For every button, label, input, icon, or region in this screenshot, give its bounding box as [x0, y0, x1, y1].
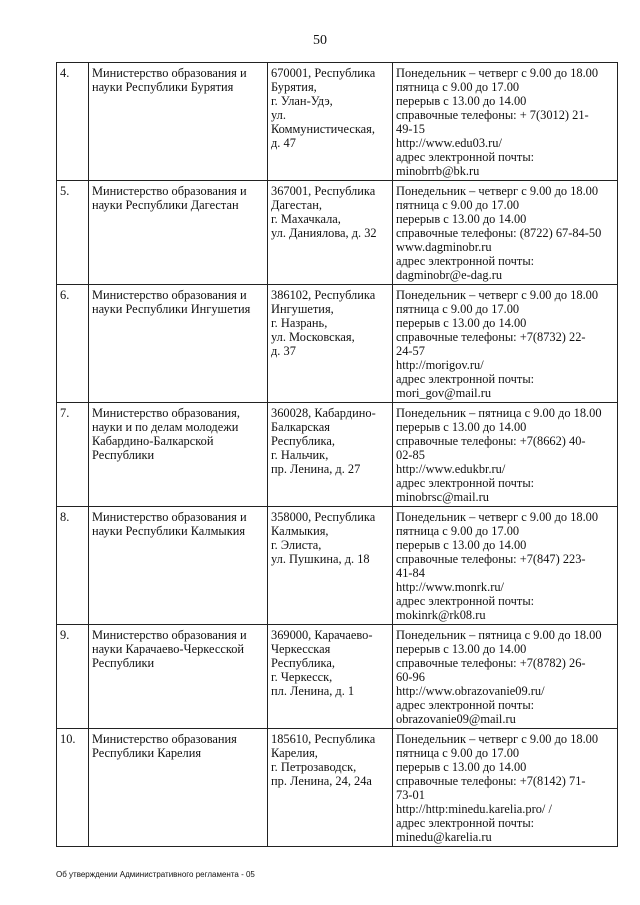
postal-address: 369000, Карачаево- Черкесская Республика, г. Черкесск, пл. Ленина, д. 1 — [268, 625, 393, 729]
schedule-contacts: Понедельник – четверг с 9.00 до 18.00 пятница с 9.00 до 17.00 перерыв с 13.00 до 14.00 справочные телефоны: +7(8142) 71- 73-01 http://http:minedu.karelia.pro/ / адрес электронной почты: minedu@karelia.ru — [393, 729, 618, 847]
table-row — [57, 403, 618, 507]
schedule-contacts: Понедельник – четверг с 9.00 до 18.00 пятница с 9.00 до 17.00 перерыв с 13.00 до 14.00 справочные телефоны: +7(847) 223- 41-84 http://www.monrk.ru/ адрес электронной почты: mokinrk@rk08.ru — [393, 507, 618, 625]
schedule-contacts: Понедельник – четверг с 9.00 до 18.00 пятница с 9.00 до 17.00 перерыв с 13.00 до 14.00 справочные телефоны: + 7(3012) 21- 49-15 http://www.edu03.ru/ адрес электронной почты: minobrrb@bk.ru — [393, 63, 618, 181]
schedule-contacts: Понедельник – пятница с 9.00 до 18.00 перерыв с 13.00 до 14.00 справочные телефоны: +7(8782) 26- 60-96 http://www.obrazovanie09.ru/ адрес электронной почты: obrazovanie09@mail.ru — [393, 625, 618, 729]
ministry-name: Министерство образования Республики Карелия — [89, 729, 268, 847]
table-row — [57, 63, 618, 181]
page-number: 50 — [313, 33, 327, 48]
table-row — [57, 729, 618, 847]
schedule-contacts: Понедельник – четверг с 9.00 до 18.00 пятница с 9.00 до 17.00 перерыв с 13.00 до 14.00 справочные телефоны: (8722) 67-84-50 www.dagminobr.ru адрес электронной почты: dagminobr@e-dag.ru — [393, 181, 618, 285]
ministries-table — [56, 62, 618, 847]
row-number: 10. — [57, 729, 89, 847]
row-number: 8. — [57, 507, 89, 625]
postal-address: 358000, Республика Калмыкия, г. Элиста, ул. Пушкина, д. 18 — [268, 507, 393, 625]
row-number: 6. — [57, 285, 89, 403]
row-number: 4. — [57, 63, 89, 181]
postal-address: 185610, Республика Карелия, г. Петрозаводск, пр. Ленина, 24, 24а — [268, 729, 393, 847]
table-row — [57, 507, 618, 625]
document-footer: Об утверждении Административного регламента - 05 — [56, 870, 255, 879]
ministry-name: Министерство образования и науки Республики Ингушетия — [89, 285, 268, 403]
ministry-name: Министерство образования и науки Республики Бурятия — [89, 63, 268, 181]
table-row — [57, 285, 618, 403]
postal-address: 670001, Республика Бурятия, г. Улан-Удэ, ул. Коммунистическая, д. 47 — [268, 63, 393, 181]
ministry-name: Министерство образования и науки Республики Дагестан — [89, 181, 268, 285]
postal-address: 367001, Республика Дагестан, г. Махачкала, ул. Даниялова, д. 32 — [268, 181, 393, 285]
postal-address: 386102, Республика Ингушетия, г. Назрань, ул. Московская, д. 37 — [268, 285, 393, 403]
table-row — [57, 181, 618, 285]
postal-address: 360028, Кабардино- Балкарская Республика, г. Нальчик, пр. Ленина, д. 27 — [268, 403, 393, 507]
ministry-name: Министерство образования, науки и по делам молодежи Кабардино-Балкарской Республики — [89, 403, 268, 507]
table-body — [57, 63, 618, 847]
table-row — [57, 625, 618, 729]
row-number: 5. — [57, 181, 89, 285]
row-number: 9. — [57, 625, 89, 729]
schedule-contacts: Понедельник – четверг с 9.00 до 18.00 пятница с 9.00 до 17.00 перерыв с 13.00 до 14.00 справочные телефоны: +7(8732) 22- 24-57 http://morigov.ru/ адрес электронной почты: mori_gov@mail.ru — [393, 285, 618, 403]
ministry-name: Министерство образования и науки Республики Калмыкия — [89, 507, 268, 625]
ministry-name: Министерство образования и науки Карачаево-Черкесской Республики — [89, 625, 268, 729]
schedule-contacts: Понедельник – пятница с 9.00 до 18.00 перерыв с 13.00 до 14.00 справочные телефоны: +7(8662) 40- 02-85 http://www.edukbr.ru/ адрес электронной почты: minobrsc@mail.ru — [393, 403, 618, 507]
row-number: 7. — [57, 403, 89, 507]
